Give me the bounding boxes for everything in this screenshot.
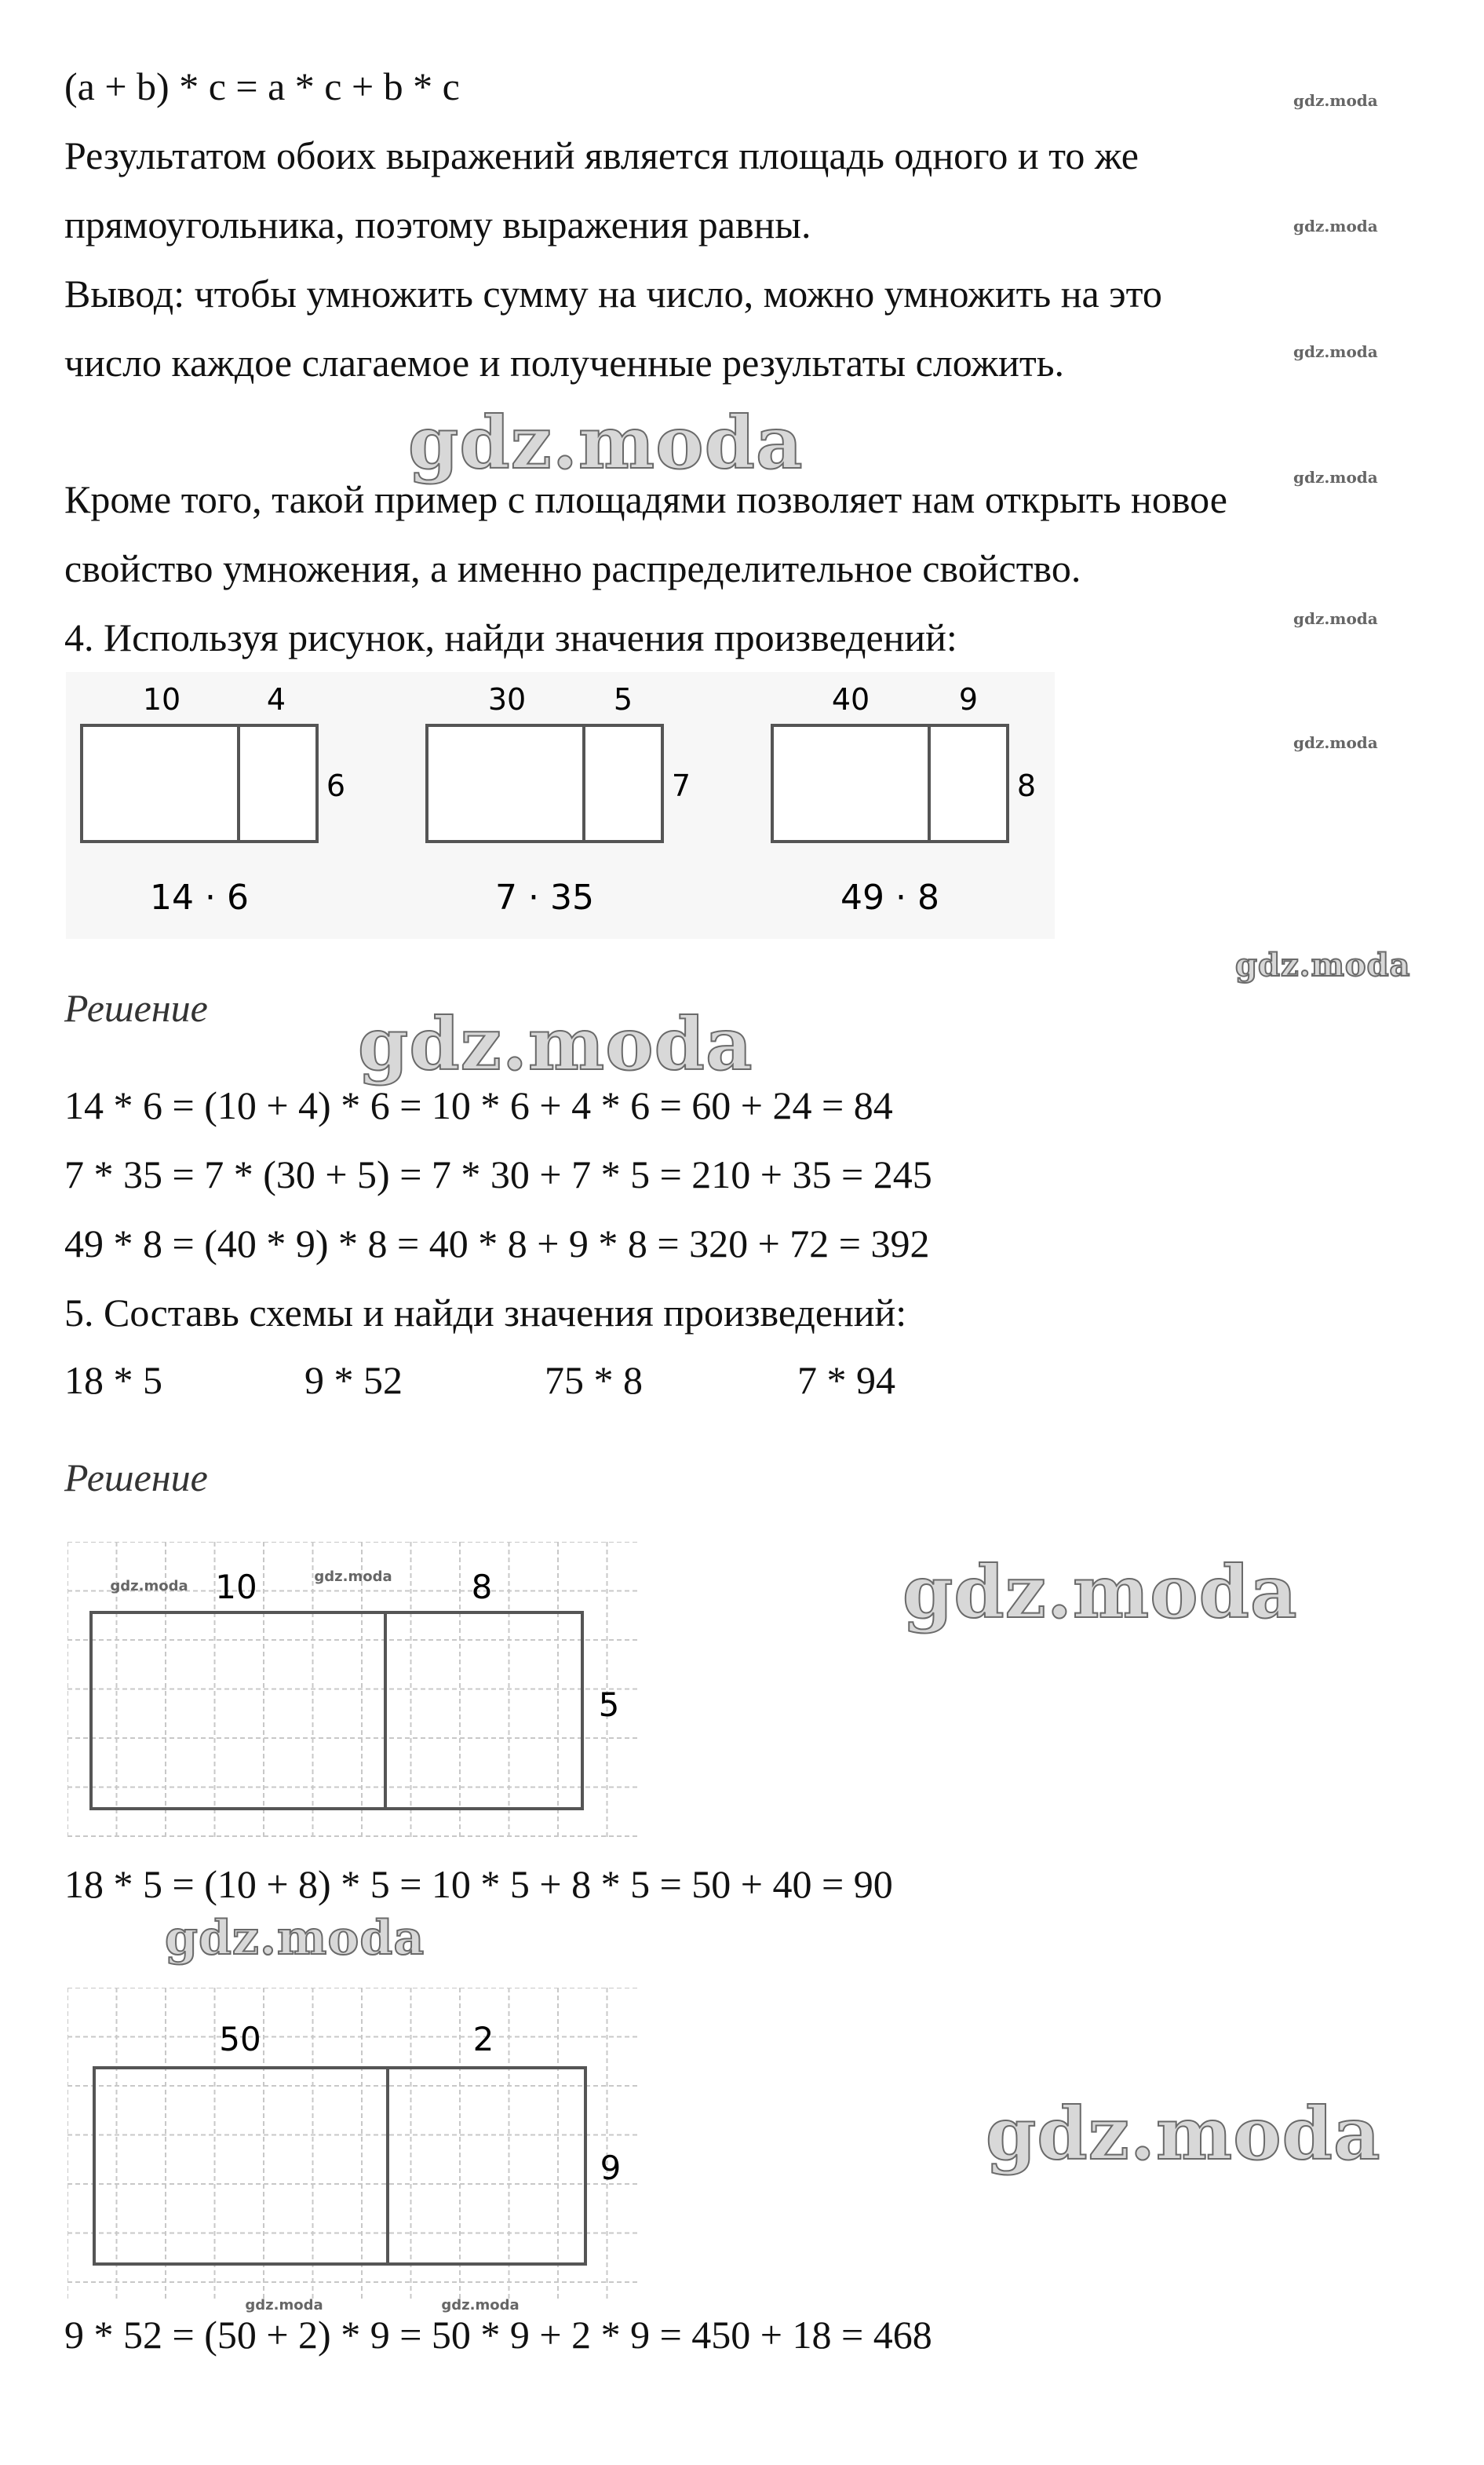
watermark-large: gdz.moda xyxy=(986,2091,1381,2176)
panel-1-side-label: 6 xyxy=(326,769,346,803)
figure-5a-side-label: 5 xyxy=(598,1685,620,1724)
task-5-figure-a xyxy=(67,1542,648,1848)
paragraph-1-line-2: прямоугольника, поэтому выражения равны. xyxy=(64,203,811,246)
panel-3-caption: 49 · 8 xyxy=(840,878,939,918)
panel-3-top-a-label: 40 xyxy=(831,682,870,717)
panel-3-top-b-label: 9 xyxy=(958,682,979,717)
task-5-figure-b xyxy=(67,1988,648,2317)
task-5-item: 9 * 52 xyxy=(304,1358,403,1402)
panel-2-caption: 7 · 35 xyxy=(495,878,594,918)
panel-1-top-b-label: 4 xyxy=(266,682,286,717)
watermark-small: gdz.moda xyxy=(110,1578,188,1594)
solution-4-line-2: 7 * 35 = 7 * (30 + 5) = 7 * 30 + 7 * 5 = 210 + 35 = 245 xyxy=(64,1152,932,1196)
watermark-small: gdz.moda xyxy=(1293,733,1378,752)
solution-4-line-1: 14 * 6 = (10 + 4) * 6 = 10 * 6 + 4 * 6 = 60 + 24 = 84 xyxy=(64,1083,893,1127)
solution-label-2: Решение xyxy=(64,1455,208,1499)
figure-5b-side-label: 9 xyxy=(600,2149,622,2187)
solution-5-line-2: 9 * 52 = (50 + 2) * 9 = 50 * 9 + 2 * 9 = 450 + 18 = 468 xyxy=(64,2313,932,2357)
watermark-small: gdz.moda xyxy=(1293,217,1378,236)
task-4-heading: 4. Используя рисунок, найди значения произведений: xyxy=(64,615,957,659)
watermark-small: gdz.moda xyxy=(441,2297,520,2313)
panel-3-side-label: 8 xyxy=(1016,769,1037,803)
panel-2-top-b-label: 5 xyxy=(613,682,633,717)
watermark-small: gdz.moda xyxy=(1293,609,1378,628)
watermark-large: gdz.moda xyxy=(408,400,804,485)
watermark-large: gdz.moda xyxy=(1235,947,1411,984)
watermark-large: gdz.moda xyxy=(902,1550,1298,1634)
task-4-figure xyxy=(66,672,1055,939)
paragraph-2-line-2: число каждое слагаемое и полученные результаты сложить. xyxy=(64,341,1064,385)
panel-1-caption: 14 · 6 xyxy=(150,878,249,918)
task-5-item: 75 * 8 xyxy=(545,1358,643,1402)
paragraph-1-line-1: Результатом обоих выражений является площадь одного и то же xyxy=(64,133,1139,177)
paragraph-3-line-2: свойство умножения, а именно распределительное свойство. xyxy=(64,546,1081,590)
paragraph-3-line-1: Кроме того, такой пример с площадями позволяет нам открыть новое xyxy=(64,477,1227,521)
task-5-item: 7 * 94 xyxy=(797,1358,895,1402)
solution-5-line-1: 18 * 5 = (10 + 8) * 5 = 10 * 5 + 8 * 5 = 50 + 40 = 90 xyxy=(64,1862,893,1906)
figure-5a-top-b-label: 8 xyxy=(471,1568,493,1606)
figure-5a-top-a-label: 10 xyxy=(215,1568,257,1606)
watermark-small: gdz.moda xyxy=(1293,91,1378,110)
figure-5b-top-a-label: 50 xyxy=(219,2020,261,2058)
figure-5b-top-b-label: 2 xyxy=(472,2020,494,2058)
solution-label-1: Решение xyxy=(64,986,208,1030)
panel-1-top-a-label: 10 xyxy=(142,682,181,717)
watermark-large: gdz.moda xyxy=(358,1002,753,1086)
solution-4-line-3: 49 * 8 = (40 * 9) * 8 = 40 * 8 + 9 * 8 = 320 + 72 = 392 xyxy=(64,1222,930,1265)
panel-2-side-label: 7 xyxy=(671,769,691,803)
task-5-item: 18 * 5 xyxy=(64,1358,162,1402)
formula: (a + b) * c = a * c + b * c xyxy=(64,64,460,108)
watermark-small: gdz.moda xyxy=(1293,468,1378,487)
watermark-small: gdz.moda xyxy=(245,2297,323,2313)
task-5-heading: 5. Составь схемы и найди значения произведений: xyxy=(64,1291,907,1335)
watermark-large: gdz.moda xyxy=(165,1911,425,1966)
watermark-small: gdz.moda xyxy=(314,1568,392,1585)
panel-2-top-a-label: 30 xyxy=(487,682,527,717)
paragraph-2-line-1: Вывод: чтобы умножить сумму на число, можно умножить на это xyxy=(64,272,1162,316)
watermark-small: gdz.moda xyxy=(1293,342,1378,361)
